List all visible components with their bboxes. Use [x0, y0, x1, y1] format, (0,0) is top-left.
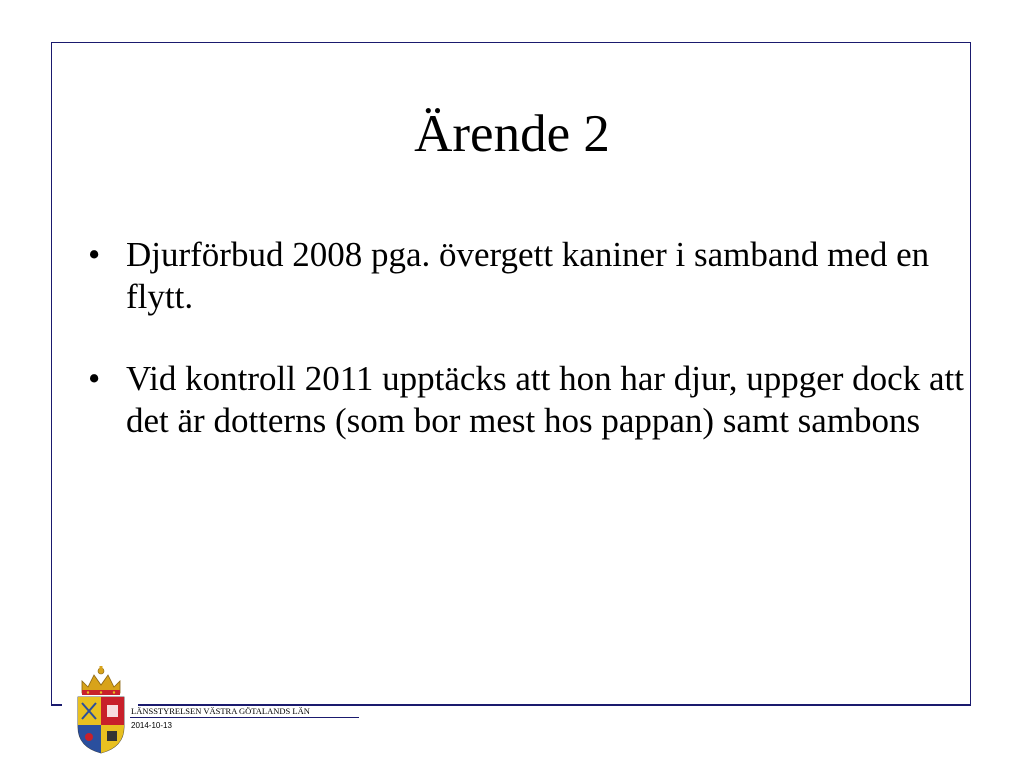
footer-organization: LÄNSSTYRELSEN VÄSTRA GÖTALANDS LÄN	[131, 706, 310, 716]
bullet-list	[88, 234, 968, 482]
bullet-text: Djurförbud 2008 pga. övergett kaniner i samband med en flytt.	[126, 235, 930, 316]
shield-icon	[78, 697, 124, 753]
slide-title: Ärende 2	[414, 105, 610, 163]
bullet-text: Vid kontroll 2011 upptäcks att hon har djur, uppger dock att det är dotterns (som bor mest hos pappan) samt sambons	[126, 359, 964, 440]
coat-of-arms-logo	[74, 663, 128, 755]
footer-divider	[130, 717, 359, 718]
footer-date: 2014-10-13	[131, 721, 172, 730]
bullet-marker: •	[88, 235, 101, 274]
bullet-item	[88, 234, 968, 318]
crown-icon	[82, 666, 120, 695]
bullet-marker: •	[88, 359, 101, 398]
bullet-item	[88, 358, 968, 442]
